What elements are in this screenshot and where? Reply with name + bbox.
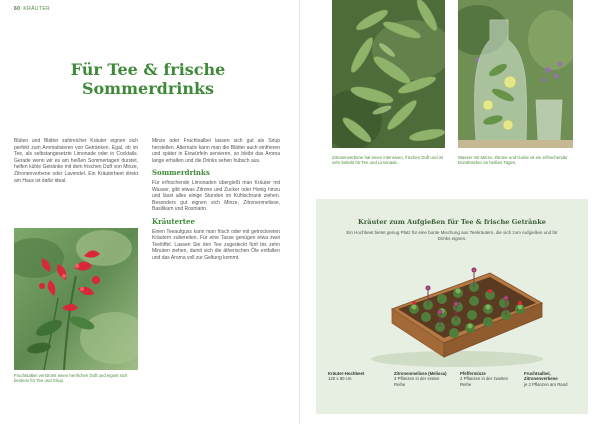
carafe-caption: Wasser mit Minze, Zitrone und Gurke ist ein erfrischender Durstlöscher an heißen Tagen. [458, 155, 568, 166]
page-header [14, 6, 50, 12]
page-title [48, 60, 248, 98]
text-column-1 [14, 138, 138, 184]
legend-detail-4: je 2 Pflanzen am Rand [524, 381, 568, 387]
herb-bed-infobox [316, 199, 588, 414]
herbal-water-carafe-photo [458, 0, 573, 148]
title-line-1: Für Tee & frische [70, 60, 226, 79]
text-column-2 [152, 138, 280, 262]
legend-name-4: Fruchtsalbei, Zitronenverbene [524, 371, 558, 382]
infobox-title: Kräuter zum Aufgießen für Tee & frische Getränke [358, 218, 546, 226]
paragraph-3: Einen Teeaufguss kann man frisch oder mit getrockneten Kräutern zubereiten. Für eine Tasse genügen etwa zwei Teelöffel. Lassen Sie den Tee zugedeckt fünf bis zehn Minuten ziehen, damit sich die ätherischen Öle entfalten und das Aroma voll zur Geltung kommt. [152, 228, 280, 261]
legend-detail-2: 3 Pflanzen in der ersten Reihe [394, 376, 440, 387]
legend-name-2: Zitronenmelisse (Melissa) [394, 371, 447, 376]
legend-item-3 [460, 371, 514, 387]
subheading-kraeutertee: Kräutertee [152, 216, 195, 226]
lemon-verbena-photo [332, 0, 445, 148]
paragraph-2: Für erfrischende Limonaden übergießt man Kräuter mit Wasser, gibt etwas Zitrone und Zucker oder Honig hinzu und lässt alles einige Stunden im Kühlschrank ziehen. Besonders gut eignen sich Minze, Zitronenmelisse, Basilikum und Rosmarin. [152, 179, 280, 213]
carafe-image [458, 0, 573, 148]
legend-detail-3: 2 Pflanzen in der zweiten Reihe [460, 376, 509, 387]
legend-item-4 [524, 371, 582, 387]
legend-item-2 [394, 371, 448, 387]
subheading-sommerdrinks: Sommerdrinks [152, 168, 210, 178]
legend-item-1 [328, 371, 382, 382]
salvia-caption: Fruchtsalbei verströmt einen herrlichen Duft und eignet sich bestens für Tee und Sirup. [14, 373, 128, 384]
legend-name-3: Pfefferminze [460, 371, 486, 376]
salvia-photo [14, 228, 138, 370]
raised-bed-illustration [370, 251, 544, 367]
title-line-2: Sommerdrinks [81, 79, 215, 98]
legend-name-1: Kräuter-Hochbeet [328, 371, 365, 376]
lemon-verbena-image [332, 0, 445, 148]
page-number: 60 [14, 6, 21, 12]
salvia-flower-image [14, 228, 138, 370]
intro-paragraph: Blüten und Blätter zahlreicher Kräuter eignen sich perfekt zum Aromatisieren von Getränken. Egal, ob im Tee, als selbstangesetzte Limonade oder in Cocktails. Gerade wenn wir es am heißen Sommertagen durstet, helfen kühle Getränke mit dem frischen Duft von Minze, Zitronenverbene oder Lavendel. Ein Kräuterbeet direkt am Haus ist dafür ideal. [14, 138, 138, 184]
infobox-intro: Ein Hochbeet bietet genug Platz für eine bunte Mischung aus Teekräutern, die sich zum Aufgießen und für Drinks eignen. [346, 230, 558, 241]
section-label: KRÄUTER [23, 6, 51, 12]
verbena-caption: Zitronenverbene hat einen intensiven, frischen Duft und ist sehr beliebt für Tee und Limonade. [332, 155, 444, 166]
paragraph-1: Minze oder Fruchtsalbei lassen sich gut als Sirup herstellen. Alternativ kann man die Blätter auch einfrieren und später in Eiswürfeln servieren, so bleibt das Aroma lange erhalten und die Drinks sehen hübsch aus. [152, 138, 280, 164]
legend-detail-1: 120 x 80 cm [328, 376, 352, 382]
